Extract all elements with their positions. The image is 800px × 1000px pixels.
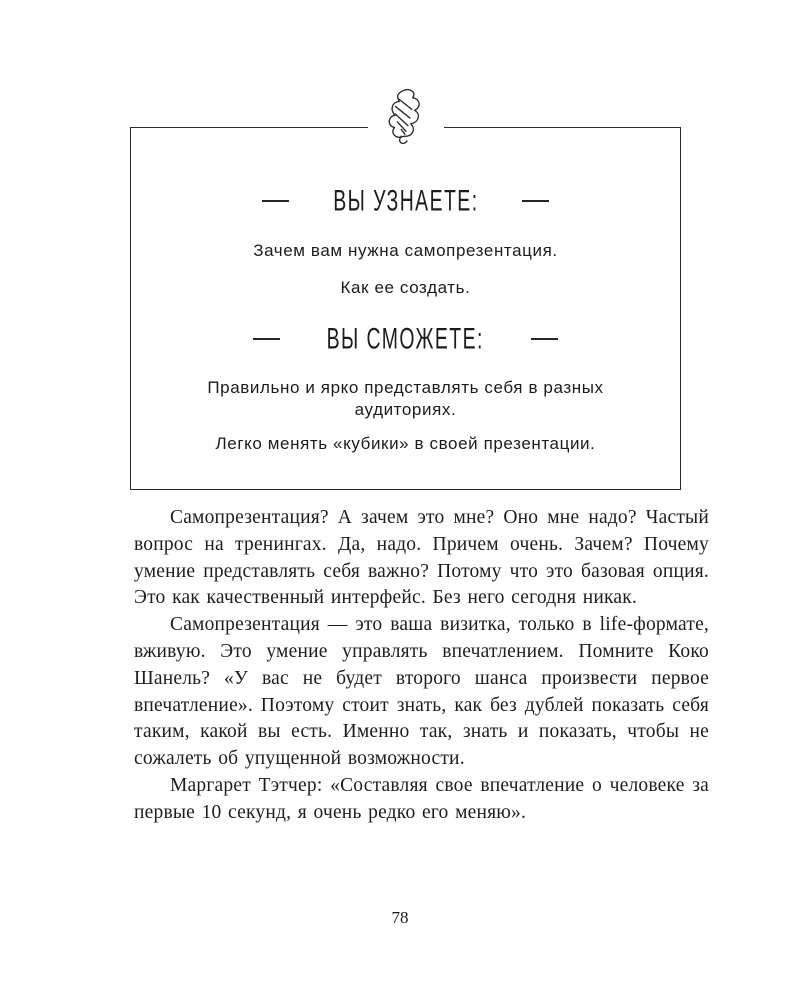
callout-line: Легко менять «кубики» в своей презентации.	[215, 434, 596, 453]
genie-sketch-icon	[368, 86, 444, 148]
you-will-learn-title: ВЫ УЗНАЕТЕ:	[332, 184, 479, 217]
you-will-be-able-title: ВЫ СМОЖЕТЕ:	[326, 322, 485, 355]
callout-line: Правильно и ярко представлять себя в разных аудиториях.	[207, 378, 604, 419]
body-text	[134, 505, 709, 827]
heading-dash-left	[262, 200, 289, 202]
callout-line: Как ее создать.	[340, 278, 471, 297]
you-will-learn-heading	[159, 186, 652, 216]
you-will-be-able-heading	[159, 324, 652, 354]
paragraph: Самопрезентация — это ваша визитка, только в life-формате, вживую. Это умение управлять впечатлением. Помните Коко Шанель? «У вас не будет второго шанса произвести первое впечатление». Поэтому стоит знать, как без дублей показать себя таким, какой вы есть. Именно так, знать и показать, чтобы не сожалеть об упущенной возможности.	[134, 614, 709, 770]
heading-dash-right	[522, 200, 549, 202]
paragraph: Маргарет Тэтчер: «Составляя свое впечатление о человеке за первые 10 секунд, я очень редко его меняю».	[134, 774, 709, 823]
heading-dash-right	[531, 338, 558, 340]
heading-dash-left	[253, 338, 280, 340]
callout-box	[130, 127, 681, 490]
callout-line: Зачем вам нужна самопрезентация.	[253, 241, 558, 260]
page-number: 78	[391, 908, 409, 927]
paragraph: Самопрезентация? А зачем это мне? Оно мне надо? Частый вопрос на тренингах. Да, надо. Причем очень. Зачем? Почему умение представлять себя важно? Потому что это базовая опция. Это как качественный интерфейс. Без него сегодня никак.	[134, 507, 709, 609]
